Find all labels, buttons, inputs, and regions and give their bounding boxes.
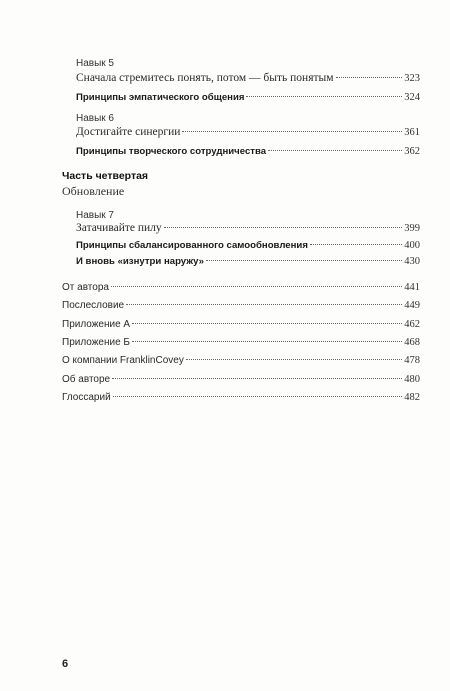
leader-dots	[336, 77, 403, 78]
toc-entry-title: Принципы эмпатического общения	[76, 92, 245, 103]
toc-entry-glossary	[62, 392, 420, 403]
toc-entry-title: Приложение А	[62, 319, 131, 330]
toc-entry-page: 362	[404, 146, 420, 157]
leader-dots	[186, 359, 402, 360]
toc-entry-habit6-principles	[76, 146, 420, 157]
toc-entry-title: Сначала стремитесь понять, потом — быть понятым	[76, 72, 334, 84]
leader-dots	[268, 150, 402, 151]
leader-dots	[206, 260, 402, 261]
toc-entry-page: 400	[404, 240, 420, 251]
leader-dots	[182, 131, 402, 132]
leader-dots	[111, 286, 402, 287]
leader-dots	[126, 304, 402, 305]
leader-dots	[112, 378, 402, 379]
habit5-heading: Навык 5	[76, 58, 114, 69]
part-subtitle: Обновление	[62, 184, 125, 198]
leader-dots	[132, 323, 402, 324]
toc-entry-habit7-principles	[76, 240, 420, 251]
toc-entry-page: 468	[404, 337, 420, 348]
leader-dots	[310, 244, 402, 245]
toc-entry-title: Принципы сбалансированного самообновления	[76, 240, 308, 251]
toc-entry-page: 449	[404, 300, 420, 311]
toc-entry-page: 361	[404, 127, 420, 138]
habit7-heading: Навык 7	[76, 210, 114, 221]
toc-entry-about-company	[62, 355, 420, 366]
habit6-heading: Навык 6	[76, 113, 114, 124]
leader-dots	[132, 341, 402, 342]
toc-entry-habit7-inside-out	[76, 256, 420, 267]
toc-entry-title: Достигайте синергии	[76, 126, 181, 138]
toc-entry-title: Приложение Б	[62, 337, 130, 348]
toc-entry-page: 478	[404, 355, 420, 366]
toc-entry-from-author	[62, 282, 420, 293]
leader-dots	[113, 396, 403, 397]
toc-entry-page: 324	[404, 92, 420, 103]
toc-entry-appendix-a	[62, 319, 420, 330]
toc-entry-title: О компании FranklinCovey	[62, 355, 184, 366]
toc-entry-appendix-b	[62, 337, 420, 348]
toc-entry-title: Послесловие	[62, 300, 125, 311]
toc-entry-title: Затачивайте пилу	[76, 222, 162, 234]
toc-entry-page: 462	[404, 319, 420, 330]
toc-entry-page: 323	[404, 73, 420, 84]
leader-dots	[246, 96, 402, 97]
toc-entry-page: 399	[404, 223, 420, 234]
toc-entry-page: 441	[404, 282, 420, 293]
page-number: 6	[62, 658, 69, 670]
toc-entry-title: И вновь «изнутри наружу»	[76, 256, 204, 267]
toc-entry-title: Об авторе	[62, 374, 111, 385]
toc-entry-title: От автора	[62, 282, 109, 293]
toc-entry-page: 430	[404, 256, 420, 267]
toc-entry-title: Принципы творческого сотрудничества	[76, 146, 267, 157]
leader-dots	[164, 227, 403, 228]
toc-entry-about-author	[62, 374, 420, 385]
toc-entry-habit5-main	[76, 72, 420, 84]
toc-entry-page: 482	[404, 392, 420, 403]
toc-entry-habit5-principles	[76, 92, 420, 103]
toc-entry-title: Глоссарий	[62, 392, 111, 403]
toc-entry-habit6-main	[76, 126, 420, 138]
toc-entry-habit7-main	[76, 222, 420, 234]
toc-entry-afterword	[62, 300, 420, 311]
toc-entry-page: 480	[404, 374, 420, 385]
part-title: Часть четвертая	[62, 170, 149, 182]
